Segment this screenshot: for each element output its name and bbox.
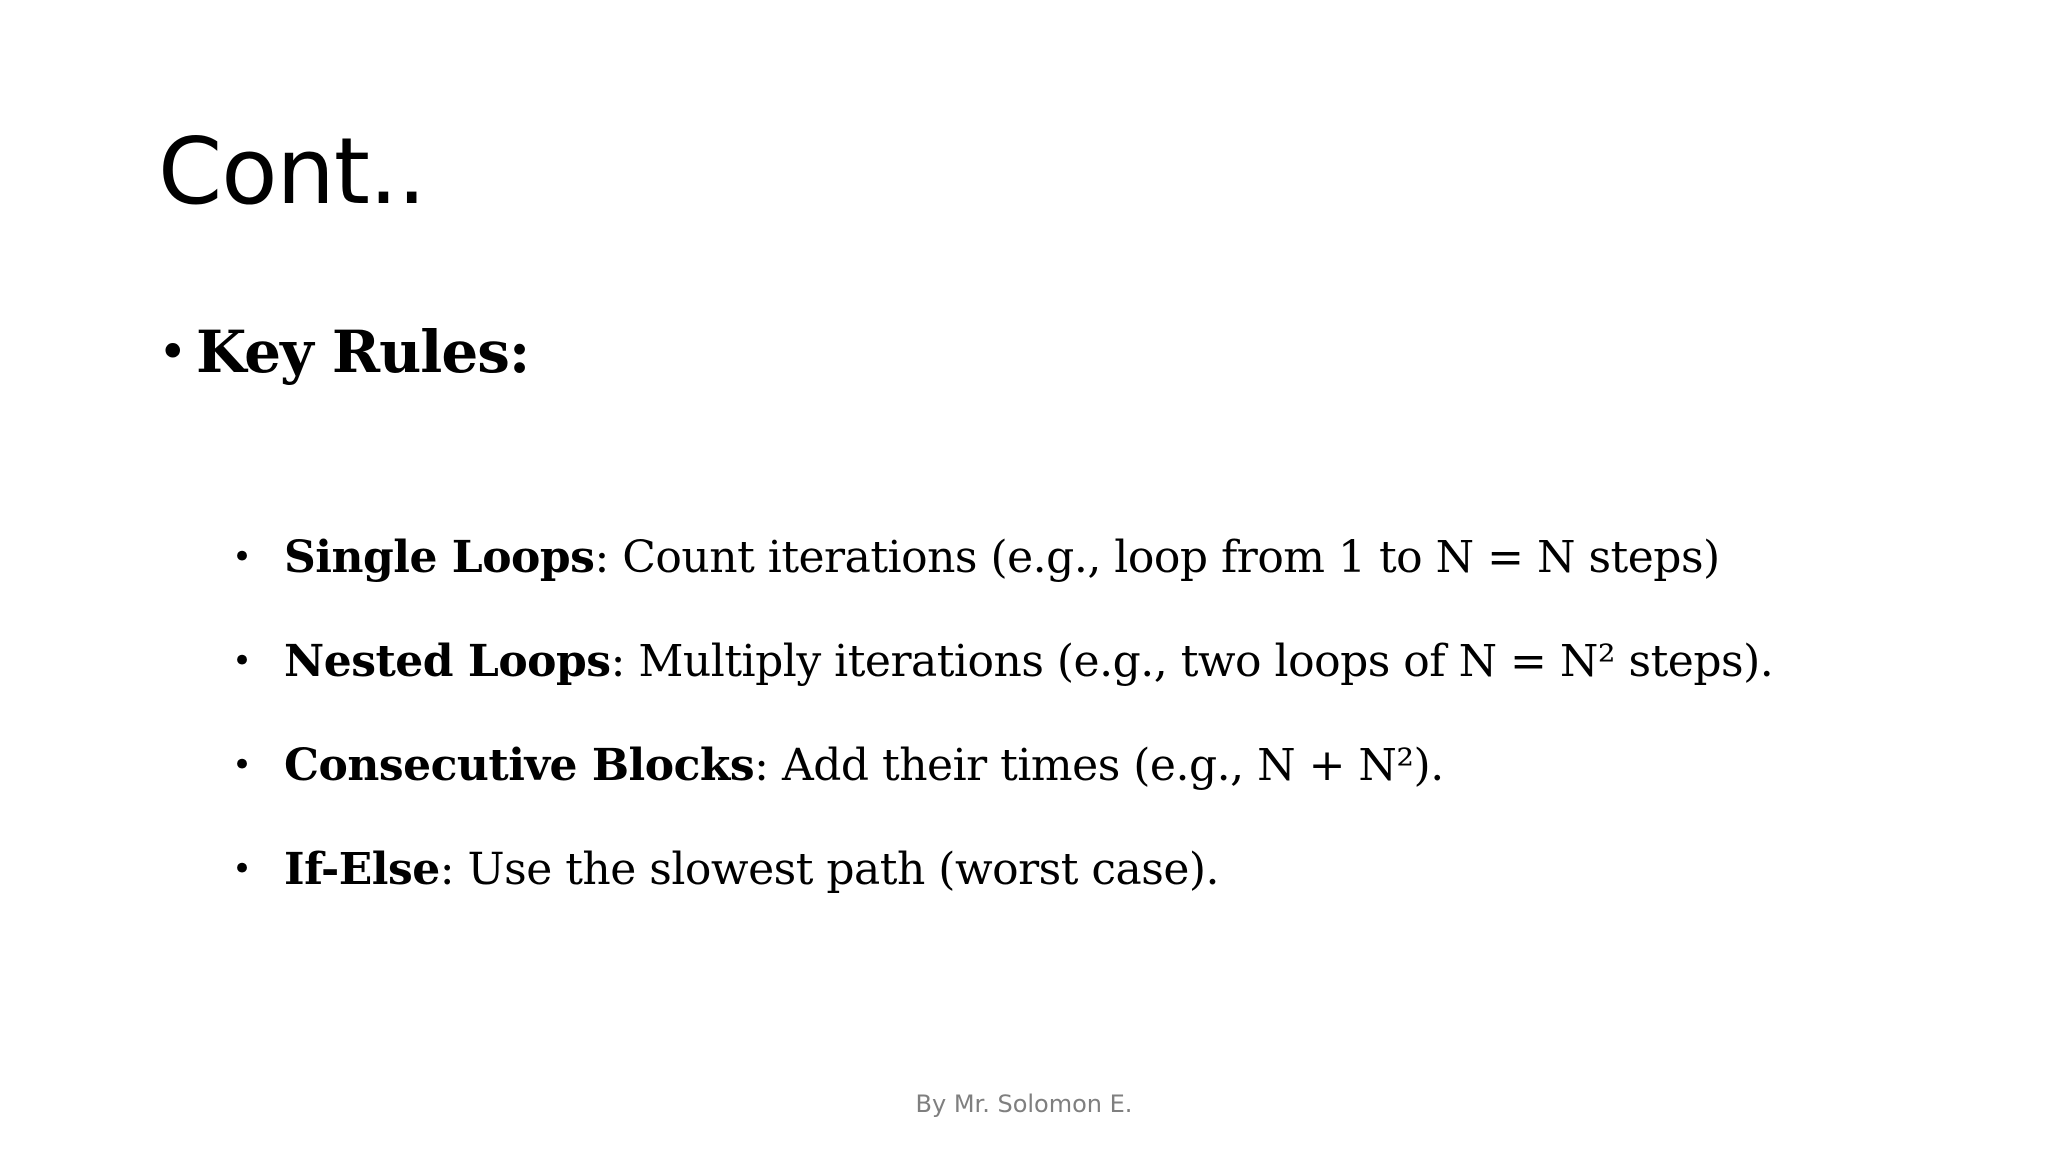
rule-term: Consecutive Blocks	[284, 739, 755, 791]
rule-text: Count iterations (e.g., loop from 1 to N = N steps)	[622, 531, 1720, 583]
rule-term: Single Loops	[284, 531, 595, 583]
rule-term: Nested Loops	[284, 635, 611, 687]
main-bullet	[158, 312, 529, 392]
bullet-marker: •	[232, 641, 252, 681]
rule-separator: :	[754, 739, 782, 791]
rule-text: Add their times (e.g., N + N²).	[781, 739, 1444, 791]
rule-item-if-else	[232, 817, 1773, 921]
rule-item-single-loops	[232, 505, 1773, 609]
rule-text: Multiply iterations (e.g., two loops of N = N² steps).	[638, 635, 1774, 687]
main-bullet-label: Key Rules:	[196, 318, 530, 386]
slide-title: Cont..	[158, 118, 426, 225]
slide-footer: By Mr. Solomon E.	[915, 1090, 1133, 1118]
rule-term: If-Else	[284, 843, 440, 895]
bullet-marker: •	[232, 849, 252, 889]
rule-separator: :	[439, 843, 468, 895]
rule-separator: :	[594, 531, 623, 583]
rule-item-nested-loops	[232, 609, 1773, 713]
bullet-marker: •	[158, 323, 188, 381]
bullet-marker: •	[232, 537, 252, 577]
bullet-marker: •	[232, 745, 252, 785]
rule-text: Use the slowest path (worst case).	[467, 843, 1220, 895]
rule-separator: :	[610, 635, 639, 687]
rules-list	[232, 505, 1773, 921]
rule-item-consecutive-blocks	[232, 713, 1773, 817]
